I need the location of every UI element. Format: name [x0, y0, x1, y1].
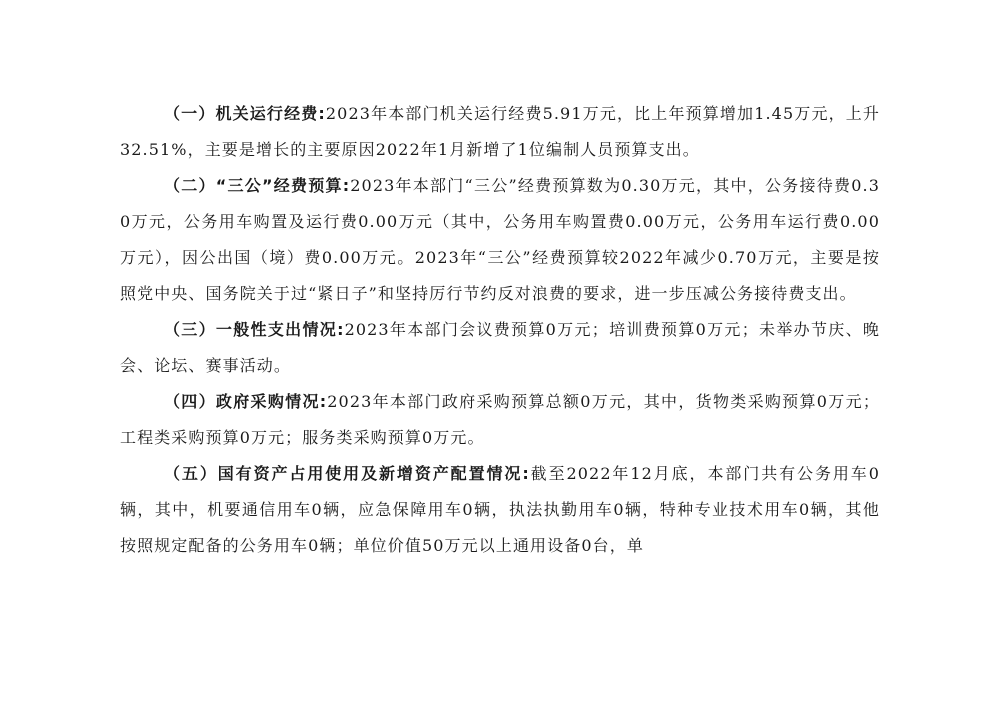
paragraph-body: 2023年本部门“三公”经费预算数为0.30万元，其中，公务接待费0.30万元，公务用车购置及运行费0.00万元（其中，公务用车购置费0.00万元，公务用车运行费0.00万元），因公出国（境）费0.00万元。2023年“三公”经费预算较2022年减少0.70万元，主要是按照党中央、国务院关于过“紧日子”和坚持厉行节约反对浪费的要求，进一步压减公务接待费支出。: [120, 176, 881, 303]
paragraph-three-public-expenses: [120, 168, 880, 312]
paragraph-body: 2023年本部门会议费预算0万元；培训费预算0万元；未举办节庆、晚会、论坛、赛事活动。: [120, 320, 880, 375]
paragraph-operating-expenses: [120, 96, 880, 168]
paragraph-heading: （四）政府采购情况:: [164, 392, 328, 411]
paragraph-government-procurement: [120, 384, 880, 456]
document-page: [120, 96, 880, 564]
paragraph-heading: （一）机关运行经费:: [164, 104, 326, 123]
paragraph-body: 截至2022年12月底，本部门共有公务用车0辆，其中，机要通信用车0辆，应急保障用车0辆，执法执勤用车0辆，特种专业技术用车0辆，其他按照规定配备的公务用车0辆；单位价值50万元以上通用设备0台，单: [120, 464, 881, 555]
paragraph-heading: （二）“三公”经费预算:: [164, 176, 351, 195]
paragraph-heading: （五）国有资产占用使用及新增资产配置情况:: [164, 464, 530, 483]
paragraph-body: 2023年本部门政府采购预算总额0万元，其中，货物类采购预算0万元；工程类采购预算0万元；服务类采购预算0万元。: [120, 392, 880, 447]
paragraph-body: 2023年本部门机关运行经费5.91万元，比上年预算增加1.45万元，上升32.51%，主要是增长的主要原因2022年1月新增了1位编制人员预算支出。: [120, 104, 881, 159]
paragraph-heading: （三）一般性支出情况:: [164, 320, 345, 339]
paragraph-state-assets: [120, 456, 880, 564]
paragraph-general-expenses: [120, 312, 880, 384]
